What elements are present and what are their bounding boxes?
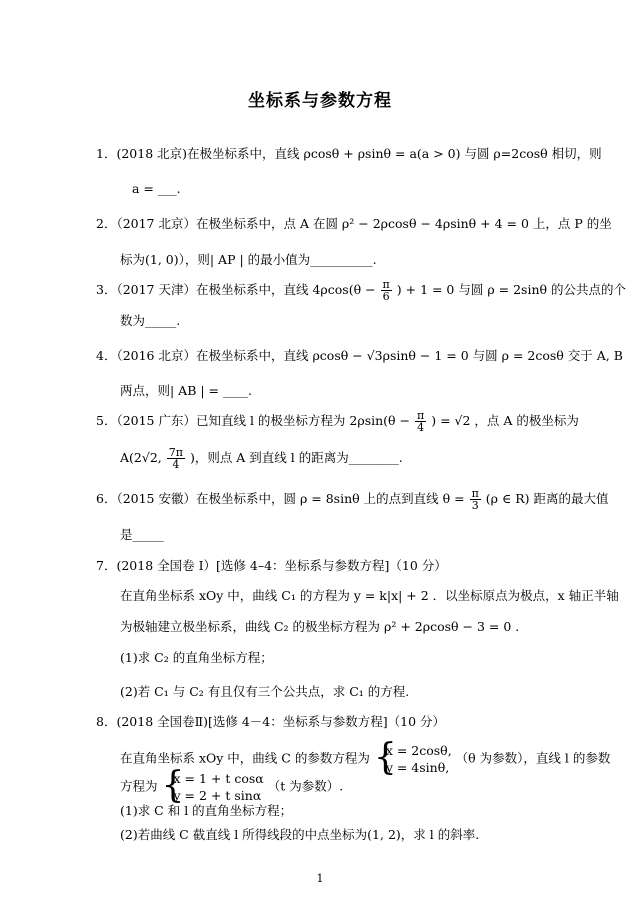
q7-header: 7．(2018 全国卷 I）[选修 4–4：坐标系与参数方程]（10 分） bbox=[96, 558, 447, 573]
q8-line2 bbox=[120, 765, 344, 806]
q8-line2-start: 方程为 bbox=[120, 778, 158, 794]
q5-frac-num: π bbox=[417, 409, 425, 422]
q8-line1-start: 在直角坐标系 xOy 中，曲线 C 的参数方程为 bbox=[120, 750, 370, 766]
q6-line1 bbox=[96, 488, 608, 511]
q6-line2: 是_____ bbox=[120, 527, 164, 542]
q4-line2: 两点，则| AB | = ____. bbox=[120, 383, 252, 398]
q5-line2 bbox=[120, 447, 403, 470]
q5-frac2-num: 7π bbox=[168, 446, 183, 459]
q6-line1-end: (ρ ∈ R) 距离的最大值 bbox=[485, 491, 609, 506]
q5-frac-den: 4 bbox=[417, 421, 425, 434]
q7-part1: (1)求 C₂ 的直角坐标方程； bbox=[120, 650, 273, 665]
q5-line2-end: )，则点 A 到直线 l 的距离为________. bbox=[189, 450, 403, 465]
q3-frac-num: π bbox=[382, 278, 390, 291]
q5-frac2-den: 4 bbox=[172, 458, 180, 471]
q6-frac-den: 3 bbox=[471, 499, 479, 512]
page-title: 坐标系与参数方程 bbox=[248, 91, 392, 111]
q7-part2: (2)若 C₁ 与 C₂ 有且仅有三个公共点，求 C₁ 的方程. bbox=[120, 684, 410, 699]
q7-line1: 在直角坐标系 xOy 中，曲线 C₁ 的方程为 y = k|x| + 2 ．以坐标原点为极点，x 轴正半轴 bbox=[120, 588, 619, 603]
q8-line2-end: （t 为参数）. bbox=[267, 778, 344, 794]
q8-sys2-row2: y = 2 + t sinα bbox=[173, 788, 262, 803]
q6-fraction bbox=[470, 488, 481, 511]
q5-line2-start: A(2√2, bbox=[120, 450, 162, 465]
q6-frac-num: π bbox=[471, 487, 479, 500]
q8-line1-end: （θ 为参数），直线 l 的参数 bbox=[455, 750, 611, 766]
q3-line1-start: 3．（2017 天津）在极坐标系中，直线 4ρcos(θ − bbox=[96, 282, 376, 297]
q8-brace-1: { bbox=[373, 737, 397, 778]
q8-sys2-row1: x = 1 + t cosα bbox=[173, 771, 264, 786]
q8-part2: (2)若曲线 C 截直线 l 所得线段的中点坐标为(1, 2)，求 l 的斜率. bbox=[120, 827, 480, 842]
q8-header: 8．(2018 全国卷Ⅱ)[选修 4－4：坐标系与参数方程]（10 分） bbox=[96, 714, 445, 729]
q6-line1-start: 6．（2015 安徽）在极坐标系中，圆 ρ = 8sinθ 上的点到直线 θ = bbox=[96, 491, 465, 506]
q3-line2: 数为_____. bbox=[120, 313, 181, 328]
q5-line1 bbox=[96, 410, 579, 433]
q3-line1 bbox=[96, 279, 626, 302]
q3-line1-end: ) + 1 = 0 与圆 ρ = 2sinθ 的公共点的个 bbox=[396, 282, 627, 297]
q2-line2: 标为(1, 0)），则| AP | 的最小值为__________. bbox=[120, 252, 377, 267]
q5-line1-end: ) = √2 ，点 A 的极坐标为 bbox=[431, 413, 579, 428]
q5-line1-start: 5．（2015 广东）已知直线 l 的极坐标方程为 2ρsin(θ − bbox=[96, 413, 411, 428]
q8-equation-system-2 bbox=[161, 765, 264, 806]
q3-frac-den: 6 bbox=[382, 290, 390, 303]
q8-equation-system-1 bbox=[373, 737, 452, 778]
q5-fraction bbox=[415, 410, 426, 433]
page-number: 1 bbox=[316, 872, 324, 885]
q1-line1: 1．(2018 北京)在极坐标系中，直线 ρcosθ + ρsinθ = a(a > 0) 与圆 ρ=2cosθ 相切，则 bbox=[96, 146, 602, 161]
q7-line2: 为极轴建立极坐标系，曲线 C₂ 的极坐标方程为 ρ² + 2ρcosθ − 3 = 0 . bbox=[120, 619, 520, 634]
q8-part1: (1)求 C 和 l 的直角坐标方程； bbox=[120, 803, 293, 818]
q3-fraction bbox=[381, 279, 392, 302]
q4-line1: 4．（2016 北京）在极坐标系中，直线 ρcosθ − √3ρsinθ − 1 = 0 与圆 ρ = 2cosθ 交于 A, B bbox=[96, 348, 623, 363]
q5-fraction2 bbox=[167, 447, 185, 470]
q2-line1: 2．（2017 北京）在极坐标系中，点 A 在圆 ρ² − 2ρcosθ − 4ρsinθ + 4 = 0 上，点 P 的坐 bbox=[96, 216, 612, 231]
q1-line2: a = ___. bbox=[132, 181, 181, 196]
q8-sys1-row1: x = 2cosθ, bbox=[385, 743, 452, 758]
q8-brace-2: { bbox=[161, 765, 185, 806]
q8-sys1-row2: y = 4sinθ, bbox=[385, 760, 450, 775]
